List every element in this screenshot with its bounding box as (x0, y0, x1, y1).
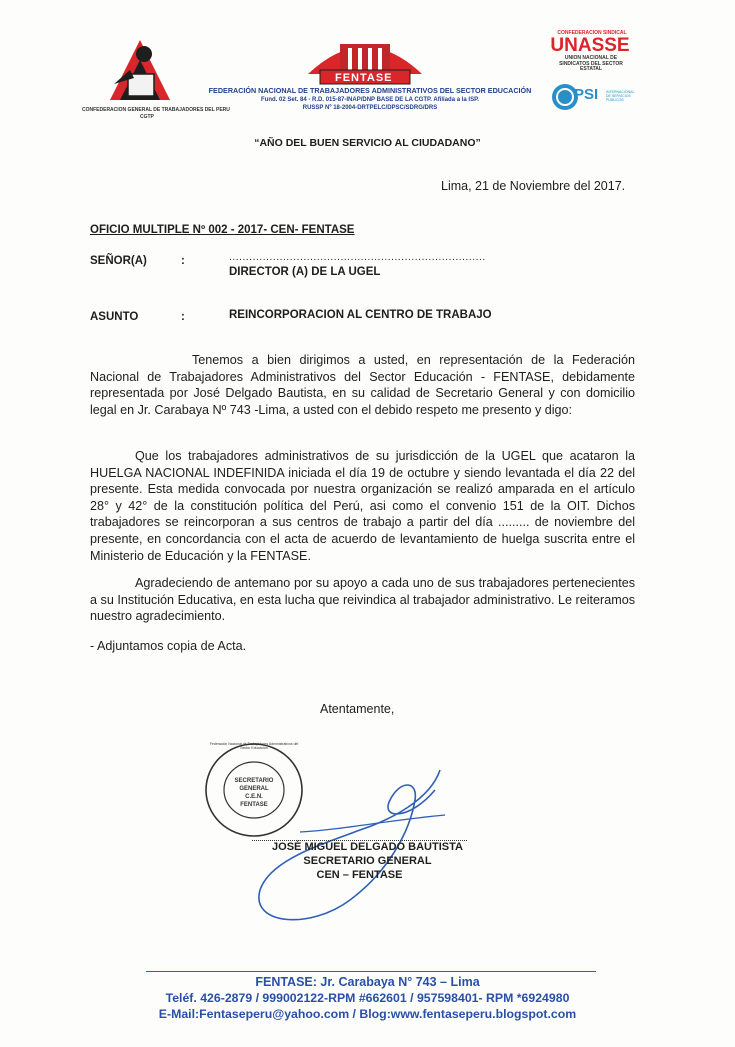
senor-colon: : (181, 255, 185, 267)
year-motto: “AÑO DEL BUEN SERVICIO AL CIUDADANO” (254, 137, 481, 149)
paragraph-intro: Tenemos a bien dirigimos a usted, en representación de la Federación Nacional de Trabajadores Administrativos del Sector Educación - FENTASE, debidamente representada por José Delgado Bautista, en su calidad de Secretario General y con domicilio legal en Jr. Carabaya Nº 743 -Lima, a usted con el debido respeto me presento y digo: (90, 353, 635, 417)
stamp-ring-text: Federación Nacional de Trabajadores Administrativos del Sector Educación (209, 742, 299, 750)
signatory-name: JOSÉ MIGUEL DELGADO BAUTISTA (272, 841, 463, 853)
federation-name: FEDERACIÓN NACIONAL DE TRABAJADORES ADMINISTRATIVOS DEL SECTOR EDUCACIÓN (208, 86, 532, 95)
footer-contact: E-Mail:Fentaseperu@yahoo.com / Blog:www.fentaseperu.blogspot.com (158, 1007, 577, 1021)
paragraph-strike: Que los trabajadores administrativos de su jurisdicción de la UGEL que acataron la HUELGA NACIONAL INDEFINIDA iniciada el día 19 de octubre y siendo levantada el día 22 del presente. Esta medida convocada por nuestra organización se realizó amparada en el artículo 28° y 42° de la constitución política del Perú, asi como el convenio 151 de la OIT. Dichos trabajadores se reincorporan a sus centros de trabajo a partir del día ......... de noviembre del presente, en concordancia con el acta de acuerdo de levantamiento de huelga suscrita entre el Ministerio de Educación y la FENTASE. (90, 449, 635, 563)
stamp-line2: GENERAL (239, 786, 269, 792)
senor-label: SEÑOR(A) (90, 255, 147, 267)
asunto-colon: : (181, 311, 185, 323)
federation-line2: Fund. 02 Set. 84 - R.D. 015-87-INAP/DNP BASE DE LA CGTP. Afiliada a la ISP. (261, 97, 479, 103)
cgtp-caption: CONFEDERACION GENERAL DE TRABAJADORES DEL PERU (82, 107, 230, 113)
signatory-org: CEN – FENTASE (316, 869, 403, 881)
signatory-role: SECRETARIO GENERAL (303, 855, 432, 867)
paragraph-thanks: Agradeciendo de antemano por su apoyo a cada uno de sus trabajadores pertenecientes a su Institución Educativa, en esta lucha que reivindica al trabajador administrativo. Le reiteramos nuestro agradecimiento. (90, 576, 635, 624)
footer-address: FENTASE: Jr. Carabaya N° 743 – Lima (255, 975, 480, 989)
paragraph-attachment: - Adjuntamos copia de Acta. (90, 639, 247, 653)
cgtp-logo (100, 34, 180, 106)
asunto-label: ASUNTO (90, 311, 139, 323)
psi-text: PSI (574, 86, 599, 103)
federation-line3: RUSSP Nº 18-2004-DRTPELC/DPSC/SDRG/DRS (302, 105, 438, 111)
fentase-logo-text: FENTASE (335, 72, 393, 84)
unasse-sub: UNION NACIONAL DE SINDICATOS DEL SECTOR ESTATAL (559, 55, 623, 72)
closing: Atentamente, (320, 702, 395, 716)
oficio-number: OFICIO MULTIPLE Nº 002 - 2017- CEN- FENTASE (90, 224, 355, 236)
footer-divider (146, 971, 596, 972)
stamp-line3: C.E.N. (245, 794, 263, 800)
psi-sub: INTERNACIONAL DE SERVICIOS PÚBLICOS (606, 90, 635, 102)
footer-phones: Teléf. 426-2879 / 999002122-RPM #662601 / 957598401- RPM *6924980 (165, 991, 570, 1005)
director-dots: ............................................................................ (229, 252, 486, 263)
stamp-line1: SECRETARIO (234, 778, 274, 784)
unasse-top: CONFEDERACION SINDICAL (557, 30, 627, 36)
cgtp-short: CGTP (140, 114, 154, 120)
date: Lima, 21 de Noviembre del 2017. (441, 179, 626, 193)
asunto-text: REINCORPORACION AL CENTRO DE TRABAJO (229, 309, 492, 321)
stamp-line4: FENTASE (240, 802, 268, 808)
director-line: DIRECTOR (A) DE LA UGEL (229, 266, 381, 278)
unasse-logo-text: UNASSE (550, 35, 630, 56)
